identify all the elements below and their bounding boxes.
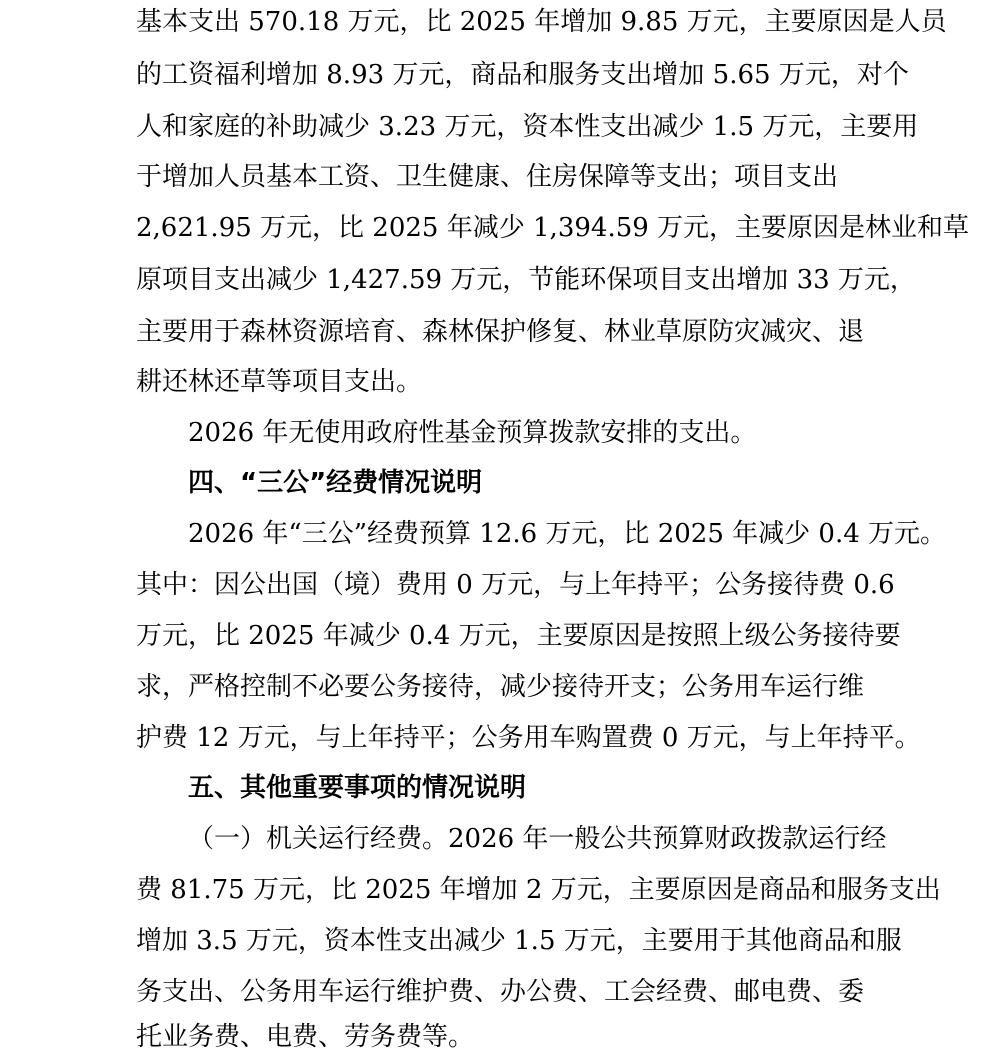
section-heading-4: 四、“三公”经费情况说明 <box>188 468 483 498</box>
body-text-line: 求，严格控制不必要公务接待，减少接待开支；公务用车运行维 <box>136 672 865 702</box>
body-text-line: 于增加人员基本工资、卫生健康、住房保障等支出；项目支出 <box>136 162 839 192</box>
body-text-line: 托业务费、电费、劳务费等。 <box>136 1022 475 1052</box>
body-text-line: 原项目支出减少 1,427.59 万元，节能环保项目支出增加 33 万元， <box>136 265 916 295</box>
body-text-line: 2,621.95 万元，比 2025 年减少 1,394.59 万元，主要原因是林业和草 <box>136 213 970 243</box>
body-text-line: 基本支出 570.18 万元，比 2025 年增加 9.85 万元，主要原因是人员 <box>136 7 947 37</box>
body-text-line: 人和家庭的补助减少 3.23 万元，资本性支出减少 1.5 万元，主要用 <box>136 112 919 142</box>
paragraph-text-line: （一）机关运行经费。2026 年一般公共预算财政拨款运行经 <box>188 824 887 854</box>
body-text-line: 费 81.75 万元，比 2025 年增加 2 万元，主要原因是商品和服务支出 <box>136 875 941 905</box>
body-text-line: 主要用于森林资源培育、森林保护修复、林业草原防灾减灾、退 <box>136 317 865 347</box>
section-heading-5: 五、其他重要事项的情况说明 <box>188 773 527 803</box>
body-text-line: 护费 12 万元，与上年持平；公务用车购置费 0 万元，与上年持平。 <box>136 723 921 753</box>
body-text-line: 万元，比 2025 年减少 0.4 万元，主要原因是按照上级公务接待要 <box>136 621 901 651</box>
paragraph-text-line: 2026 年无使用政府性基金预算拨款安排的支出。 <box>188 418 757 448</box>
body-text-line: 务支出、公务用车运行维护费、办公费、工会经费、邮电费、委 <box>136 977 865 1007</box>
body-text-line: 耕还林还草等项目支出。 <box>136 367 423 397</box>
body-text-line: 增加 3.5 万元，资本性支出减少 1.5 万元，主要用于其他商品和服 <box>136 926 902 956</box>
body-text-line: 其中：因公出国（境）费用 0 万元，与上年持平；公务接待费 0.6 <box>136 570 895 600</box>
body-text-line: 的工资福利增加 8.93 万元，商品和服务支出增加 5.65 万元，对个 <box>136 60 909 90</box>
paragraph-text-line: 2026 年“三公”经费预算 12.6 万元，比 2025 年减少 0.4 万元。 <box>188 519 947 549</box>
